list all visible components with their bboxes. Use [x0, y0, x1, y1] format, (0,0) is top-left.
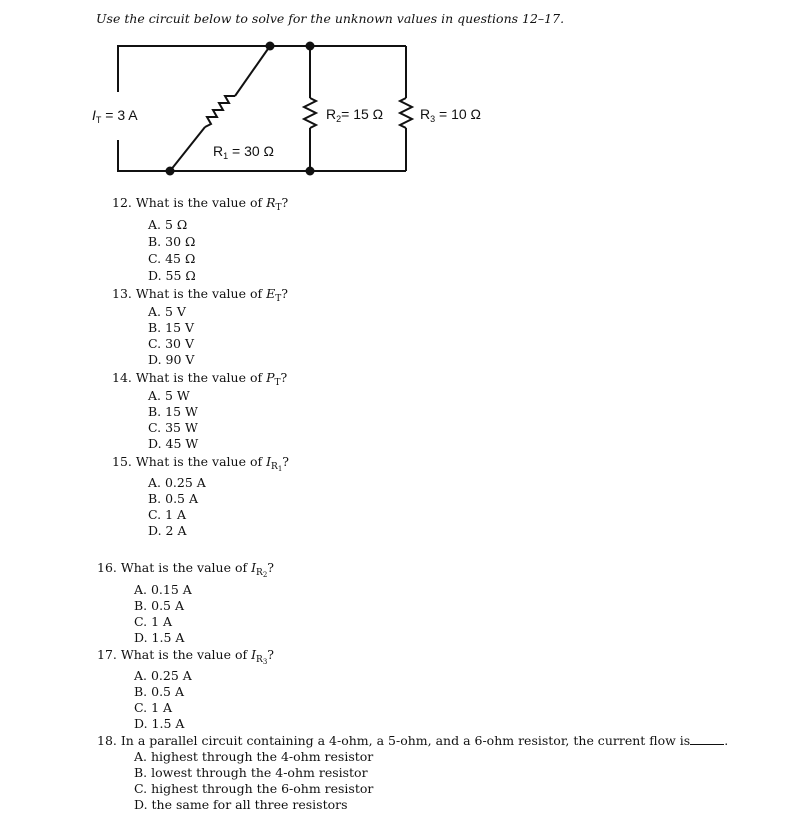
resistor-r2 [304, 98, 316, 128]
q12-option-c[interactable]: C. 45 Ω [148, 251, 196, 266]
q16-option-a[interactable]: A. 0.15 A [134, 582, 192, 597]
q14-option-d[interactable]: D. 45 W [148, 436, 199, 451]
q18-option-b[interactable]: B. lowest through the 4-ohm resistor [134, 765, 368, 780]
question-17: 17. What is the value of $I_{R_3}$? [97, 647, 274, 666]
resistor-r3 [400, 98, 412, 128]
question-13: 13. What is the value of $E_T$? [112, 286, 288, 304]
junction-node [306, 42, 315, 51]
resistor-r1 [205, 96, 235, 127]
circuit-diagram [0, 0, 805, 200]
r2-label: $R_2= 15$ Ω [326, 106, 384, 124]
q14-option-c[interactable]: C. 35 W [148, 420, 198, 435]
question-12: 12. What is the value of $R_T$? [112, 195, 289, 213]
q15-option-c[interactable]: C. 1 A [148, 507, 187, 522]
q17-option-b[interactable]: B. 0.5 A [134, 684, 185, 699]
question-14: 14. What is the value of $P_T$? [112, 370, 288, 388]
wire-top-left [118, 46, 310, 92]
q18-option-a[interactable]: A. highest through the 4-ohm resistor [134, 749, 374, 764]
q15-option-a[interactable]: A. 0.25 A [148, 475, 206, 490]
q13-option-c[interactable]: C. 30 V [148, 336, 194, 351]
question-16: 16. What is the value of $I_{R_2}$? [97, 560, 274, 579]
q12-option-a[interactable]: A. 5 Ω [148, 217, 188, 232]
q16-option-c[interactable]: C. 1 A [134, 614, 173, 629]
q13-option-d[interactable]: D. 90 V [148, 352, 195, 367]
r3-label: $R_3 = 10$ Ω [420, 106, 482, 124]
q16-option-d[interactable]: D. 1.5 A [134, 630, 185, 645]
question-18: 18. In a parallel circuit containing a 4-ohm, a 5-ohm, and a 6-ohm resistor, the current flow is . [97, 733, 729, 748]
q18-option-c[interactable]: C. highest through the 6-ohm resistor [134, 781, 374, 796]
q15-option-b[interactable]: B. 0.5 A [148, 491, 199, 506]
q15-option-d[interactable]: D. 2 A [148, 523, 187, 538]
q17-option-a[interactable]: A. 0.25 A [134, 668, 192, 683]
q13-option-b[interactable]: B. 15 V [148, 320, 195, 335]
wire-r1-lower [170, 127, 205, 171]
intro-instruction: Use the circuit below to solve for the unknown values in questions 12–17. [96, 11, 565, 26]
r1-label: $R_1 = 30$ Ω [213, 143, 275, 161]
q17-option-c[interactable]: C. 1 A [134, 700, 173, 715]
q16-option-b[interactable]: B. 0.5 A [134, 598, 185, 613]
q12-option-b[interactable]: B. 30 Ω [148, 234, 196, 249]
q14-option-a[interactable]: A. 5 W [148, 388, 190, 403]
q17-option-d[interactable]: D. 1.5 A [134, 716, 185, 731]
q13-option-a[interactable]: A. 5 V [148, 304, 186, 319]
q14-option-b[interactable]: B. 15 W [148, 404, 198, 419]
q18-option-d[interactable]: D. the same for all three resistors [134, 797, 348, 812]
junction-node [306, 167, 315, 176]
junction-node [266, 42, 275, 51]
question-15: 15. What is the value of $I_{R_1}$? [112, 454, 289, 473]
it-label: $I_T = 3$ A [92, 107, 138, 125]
wire-r1-upper [235, 46, 270, 96]
q12-option-d[interactable]: D. 55 Ω [148, 268, 196, 283]
junction-node [166, 167, 175, 176]
answer-blank[interactable] [690, 733, 724, 745]
